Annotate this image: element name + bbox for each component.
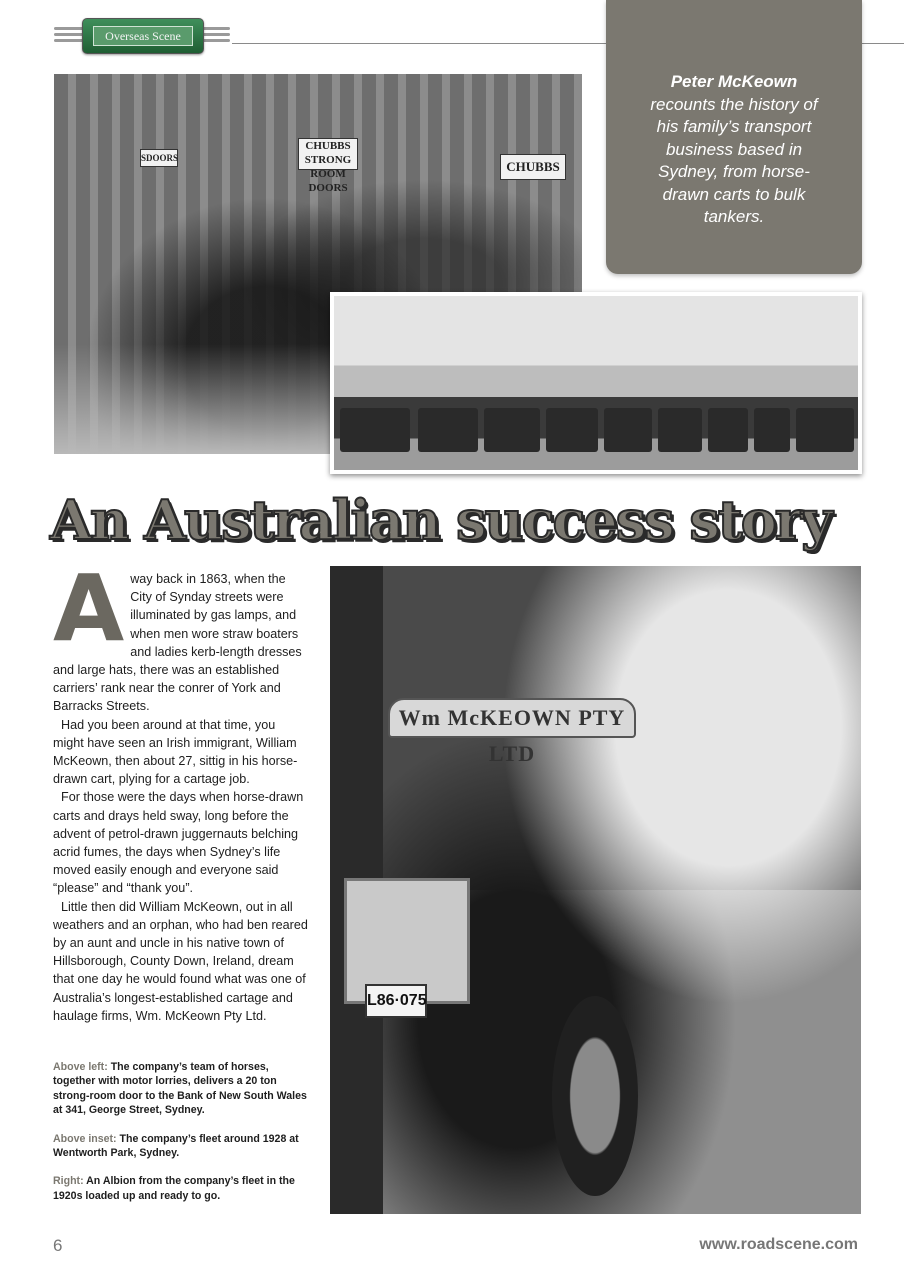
intro-description: recounts the history of his family’s transport business based in Sydney, from horse-drawn carts to bulk tankers. [650,94,818,226]
photo-sign: CHUBBS [500,154,566,180]
photo-sign: CHUBBS STRONG ROOM DOORS [298,138,358,170]
intro-author: Peter McKeown [670,72,798,91]
truck-shape [340,408,410,452]
article-paragraph: For those were the days when horse-drawn carts and drays held sway, long before the advent of petrol-drawn juggernauts belching acrid fumes, the days when Sydney’s life moved easily enough and everyone said “please” and “thank you”. [53,790,304,896]
article-paragraph: Had you been around at that time, you might have seen an Irish immigrant, William McKeown, then about 27, sittig in his horse-drawn cart, plying for a cartage job. [53,717,298,787]
truck-shape [796,408,854,452]
article-body [53,555,309,1025]
caption-label: Right: [53,1175,84,1188]
caption [53,1132,311,1161]
truck-wheel [552,996,638,1196]
caption-text: The company’s fleet around 1928 at Wentworth Park, Sydney. [53,1132,299,1160]
article-paragraph: way back in 1863, when the City of Synday streets were illuminated by gas lamps, and when men wore straw boaters and ladies kerb-length dresses and large hats, there was an established carriers’ rank near the conrer of York and Barracks Streets. [53,572,302,714]
article-paragraph: Little then did William McKeown, out in all weathers and an orphan, who had ben reared by an aunt and uncle in his native town of Hillsborough, County Down, Ireland, dream that one day he would found what was one of Australia’s longest-established cartage and haulage firms, Wm. McKeown Pty Ltd. [53,899,308,1023]
truck-shape [708,408,748,452]
truck-cab-sign: Wm McKEOWN PTY LTD [388,698,636,738]
truck-shape [546,408,598,452]
headline: An Australian success story [50,488,831,552]
caption-text: The company’s team of horses, together with motor lorries, delivers a 20 ton strong-room door to the Bank of New South Wales at 341, George Street, Sydney. [53,1061,307,1117]
section-badge [54,18,230,54]
photo-fleet-inset [330,292,862,474]
photo-sign: SDOORS [140,149,178,167]
drop-cap: A [53,555,125,662]
photo-captions [53,1060,311,1217]
section-label: Overseas Scene [93,26,193,46]
truck-shape [604,408,652,452]
truck-shape [754,408,790,452]
caption-label: Above left: [53,1061,108,1073]
caption [53,1060,311,1118]
caption-label: Above inset: [53,1132,117,1145]
photo-albion-truck [330,566,861,1214]
site-url: www.roadscene.com [699,1236,858,1253]
caption-text: An Albion from the company’s fleet in the 1920s loaded up and ready to go. [53,1175,295,1202]
intro-box [606,0,862,274]
badge-plate [82,18,204,54]
photo-fleet-image [334,296,858,470]
truck-shape [418,408,478,452]
caption [53,1174,311,1203]
page-number: 6 [53,1236,63,1255]
truck-shape [658,408,702,452]
truck-shape [484,408,540,452]
truck-number-plate: L86·075 [365,984,427,1018]
